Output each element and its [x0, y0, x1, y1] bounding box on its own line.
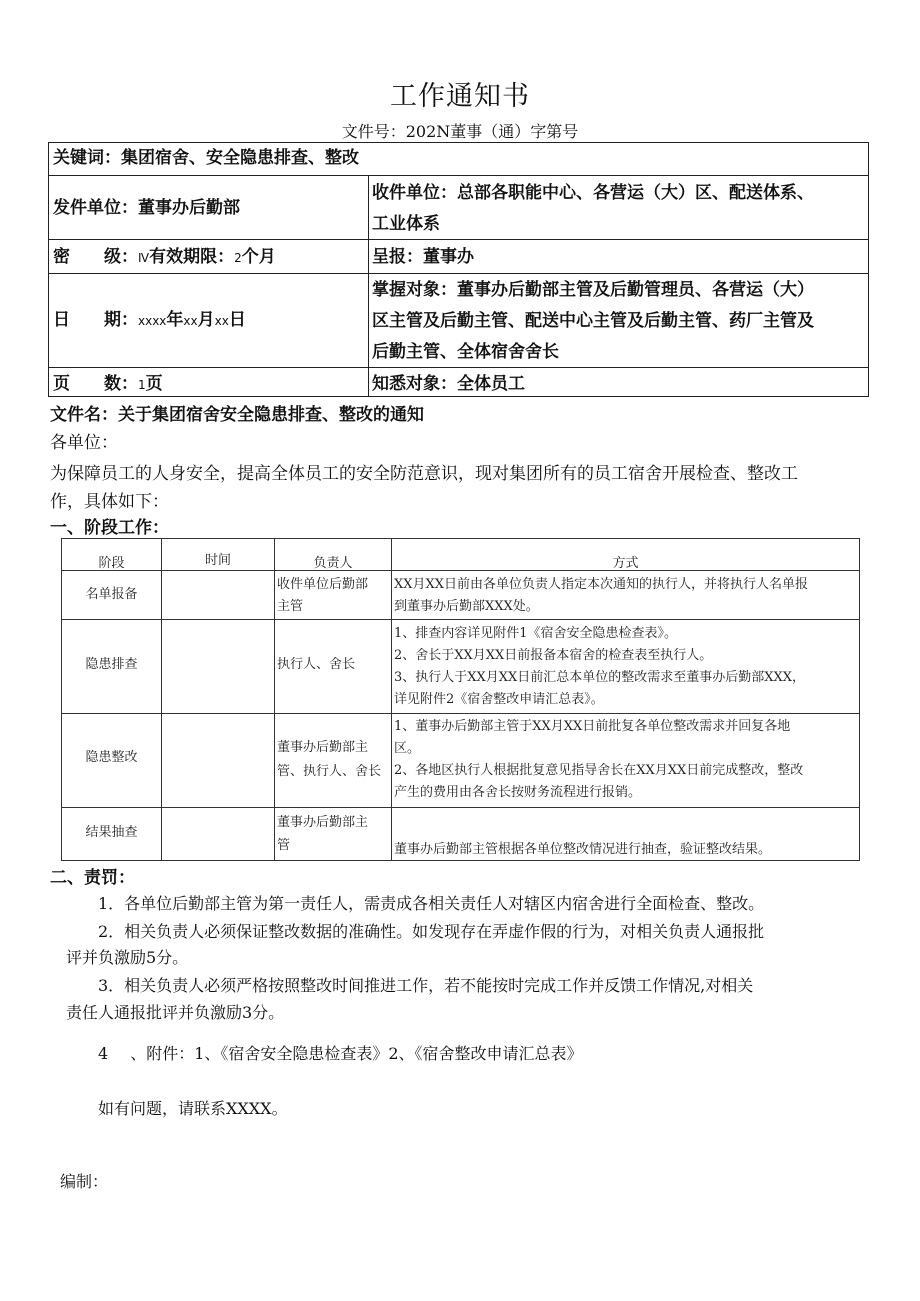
- method-cell-line: 产生的费用由各舍长按财务流程进行报销。: [394, 785, 642, 800]
- rule-2-line2: 评并负激励5分。: [66, 948, 189, 967]
- date-label: 日 期：: [53, 310, 138, 330]
- method-cell-line: XX月XX日前由各单位负责人指定本次通知的执行人，并将执行人名单报: [394, 577, 809, 592]
- aware-cell: 知悉对象：全体员工: [372, 374, 525, 394]
- method-cell-line: 到董事办后勤部XXX处。: [394, 599, 539, 614]
- pages-number: 1: [138, 378, 146, 392]
- master-cell-line3: 后勤主管、全体宿舍舍长: [372, 342, 559, 362]
- intro-line1: 为保障员工的人身安全，提高全体员工的安全防范意识，现对集团所有的员工宿舍开展检查、整改工: [50, 464, 798, 484]
- keywords-cell: 关键词：集团宿舍、安全隐患排查、整改: [53, 148, 359, 168]
- rule-4: [98, 1040, 583, 1068]
- section-stage-heading: 一、阶段工作：: [50, 518, 169, 538]
- method-cell-line: 董事办后勤部主管根据各单位整改情况进行抽查，验证整改结果。: [394, 842, 772, 857]
- method-cell-line: 2、舍长于XX月XX日前报备本宿舍的检查表至执行人。: [394, 648, 713, 663]
- secret-label: 密 级：: [53, 247, 138, 267]
- section-penalty-heading: 二、责罚：: [50, 868, 135, 888]
- owner-cell-line: 董事办后勤部主: [277, 740, 369, 755]
- secret-level-value: Ⅳ: [138, 251, 150, 265]
- stage-cell: 隐患整改: [85, 750, 138, 765]
- date-year: xxxx: [138, 314, 167, 328]
- stage-table: [61, 538, 860, 861]
- validity-label: 有效期限：: [149, 247, 235, 267]
- header-method: 方式: [612, 556, 639, 571]
- owner-cell-line: 管: [277, 838, 291, 853]
- date-year-unit: 年: [166, 310, 184, 330]
- pages-cell: [53, 369, 163, 401]
- file-name: 文件名：关于集团宿舍安全隐患排查、整改的通知: [50, 405, 424, 425]
- sender-cell: 发件单位：董事办后勤部: [53, 198, 240, 218]
- greeting: 各单位：: [50, 433, 118, 453]
- stage-cell: 名单报备: [85, 587, 138, 602]
- pages-label: 页 数：: [53, 374, 138, 394]
- validity-number: 2: [234, 251, 242, 265]
- method-cell-line: 3、执行人于XX月XX日前汇总本单位的整改需求至董事办后勤部XXX，: [394, 670, 806, 685]
- secret-level-cell: [53, 242, 276, 274]
- method-cell-line: 详见附件2《宿舍整改申请汇总表》。: [394, 692, 604, 707]
- owner-cell-line: 主管: [277, 599, 304, 614]
- header-time: 时间: [204, 553, 231, 568]
- rule-1: 1．各单位后勤部主管为第一责任人，需责成各相关责任人对辖区内宿舍进行全面检查、整改。: [98, 894, 765, 913]
- page-title: 工作通知书: [390, 81, 530, 112]
- method-cell-line: 1、董事办后勤部主管于XX月XX日前批复各单位整改需求并回复各地: [394, 719, 791, 734]
- stage-cell: 隐患排查: [85, 657, 138, 672]
- stage-cell: 结果抽查: [85, 825, 138, 840]
- validity-unit: 个月: [241, 247, 276, 267]
- report-cell: 呈报：董事办: [372, 247, 474, 267]
- master-cell-line2: 区主管及后勤主管、配送中心主管及后勤主管、药厂主管及: [372, 311, 814, 331]
- date-month-unit: 月: [197, 310, 215, 330]
- intro-line2: 作，具体如下：: [50, 492, 169, 512]
- compiler-label: 编制：: [60, 1172, 109, 1191]
- header-stage: 阶段: [98, 556, 125, 571]
- method-cell-line: 区。: [394, 741, 421, 756]
- owner-cell-line: 管、执行人、舍长: [277, 764, 382, 779]
- contact-note: 如有问题，请联系XXXX。: [98, 1099, 288, 1118]
- owner-cell-line: 执行人、舍长: [277, 657, 356, 672]
- header-table: [48, 142, 869, 397]
- rule-4-text: 、附件：1、《宿舍安全隐患检查表》2、《宿舍整改申请汇总表》: [130, 1044, 583, 1063]
- rule-2-line1: 2．相关负责人必须保证整改数据的准确性。如发现存在弄虚作假的行为，对相关负责人通报批: [98, 922, 765, 941]
- document-number: 文件号：202N董事（通）字第号: [341, 122, 579, 141]
- date-cell: [53, 305, 246, 337]
- date-day: xx: [214, 314, 229, 328]
- header-owner: 负责人: [313, 556, 353, 571]
- owner-cell-line: 董事办后勤部主: [277, 815, 369, 830]
- method-cell-line: 2、各地区执行人根据批复意见指导舍长在XX月XX日前完成整改，整改: [394, 763, 804, 778]
- rule-3-line2: 责任人通报批评并负激励3分。: [66, 1003, 285, 1022]
- owner-cell-line: 收件单位后勤部: [277, 577, 369, 592]
- master-cell-line1: 掌握对象：董事办后勤部主管及后勤管理员、各营运（大）: [372, 280, 814, 300]
- rule-4-number: 4: [98, 1044, 109, 1063]
- date-day-unit: 日: [228, 310, 246, 330]
- date-month: xx: [183, 314, 198, 328]
- method-cell-line: 1、排查内容详见附件1《宿舍安全隐患检查表》。: [394, 626, 678, 641]
- receiver-cell-line1: 收件单位：总部各职能中心、各营运（大）区、配送体系、: [372, 183, 814, 203]
- receiver-cell-line2: 工业体系: [372, 214, 440, 234]
- rule-3-line1: 3．相关负责人必须严格按照整改时间推进工作，若不能按时完成工作并反馈工作情况,对相关: [98, 976, 754, 995]
- pages-unit: 页: [145, 374, 163, 394]
